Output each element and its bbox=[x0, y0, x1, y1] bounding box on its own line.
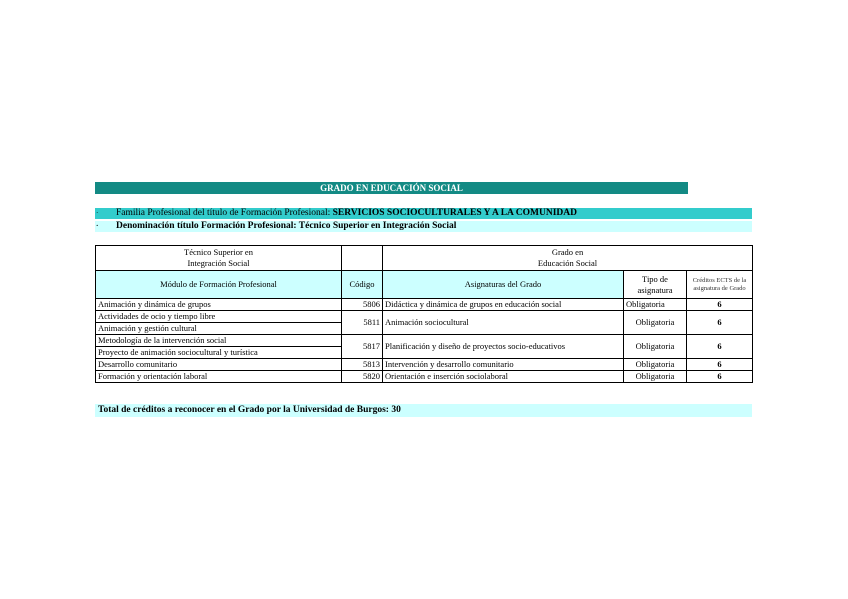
creditos-cell: 6 bbox=[687, 335, 753, 359]
total-creditos: Total de créditos a reconocer en el Grado por la Universidad de Burgos: 30 bbox=[95, 404, 752, 417]
titulo-label: Denominación título Formación Profesional: bbox=[116, 221, 299, 231]
codigo-cell: 5817 bbox=[342, 335, 383, 359]
modulo-cell: Proyecto de animación sociocultural y turística bbox=[96, 347, 342, 359]
modulo-cell: Formación y orientación laboral bbox=[96, 371, 342, 383]
empty-header-cell bbox=[342, 246, 383, 271]
table-group-header bbox=[96, 246, 753, 271]
codigo-cell: 5806 bbox=[342, 299, 383, 311]
codigo-cell: 5813 bbox=[342, 359, 383, 371]
asignatura-cell: Planificación y diseño de proyectos socio-educativos bbox=[383, 335, 624, 359]
table-row bbox=[96, 299, 753, 311]
titulo-fp-row bbox=[95, 221, 752, 232]
modulo-cell: Desarrollo comunitario bbox=[96, 359, 342, 371]
titulo-value: Técnico Superior en Integración Social bbox=[298, 221, 457, 231]
col-header-tipo-line1: Tipo de bbox=[642, 273, 668, 284]
tipo-cell: Obligatoria bbox=[624, 311, 687, 335]
familia-profesional-row bbox=[95, 208, 752, 219]
recognition-table bbox=[95, 245, 753, 383]
tipo-cell: Obligatoria bbox=[624, 371, 687, 383]
asignatura-cell: Orientación e inserción sociolaboral bbox=[383, 371, 624, 383]
creditos-cell: 6 bbox=[687, 359, 753, 371]
table-row bbox=[96, 311, 753, 323]
fp-group-header bbox=[96, 246, 342, 271]
creditos-cell: 6 bbox=[687, 299, 753, 311]
modulo-cell: Animación y dinámica de grupos bbox=[96, 299, 342, 311]
familia-label: Familia Profesional del título de Formación Profesional: bbox=[116, 208, 333, 218]
page-banner-title: GRADO EN EDUCACIÓN SOCIAL bbox=[95, 182, 688, 194]
creditos-cell: 6 bbox=[687, 311, 753, 335]
grado-group-header bbox=[383, 246, 753, 271]
col-header-creditos: Créditos ECTS de la asignatura de Grado bbox=[687, 271, 753, 299]
bullet-icon: · bbox=[96, 222, 99, 230]
tipo-cell: Obligatoria bbox=[624, 359, 687, 371]
tipo-cell: Obligatoria bbox=[624, 335, 687, 359]
table-row bbox=[96, 335, 753, 347]
asignatura-cell: Intervención y desarrollo comunitario bbox=[383, 359, 624, 371]
col-header-tipo bbox=[624, 271, 687, 299]
col-header-codigo: Código bbox=[342, 271, 383, 299]
table-column-header bbox=[96, 271, 753, 299]
modulo-cell: Metodología de la intervención social bbox=[96, 335, 342, 347]
creditos-cell: 6 bbox=[687, 371, 753, 383]
familia-value: SERVICIOS SOCIOCULTURALES Y A LA COMUNIDAD bbox=[332, 208, 577, 218]
codigo-cell: 5811 bbox=[342, 311, 383, 335]
col-header-tipo-line2: asignatura bbox=[637, 284, 673, 295]
col-header-modulo: Módulo de Formación Profesional bbox=[96, 271, 342, 299]
table-row bbox=[96, 371, 753, 383]
fp-group-line1: Técnico Superior en bbox=[184, 247, 253, 257]
grado-group-line1: Grado en bbox=[551, 247, 584, 257]
col-header-asignatura: Asignaturas del Grado bbox=[383, 271, 624, 299]
table-row bbox=[96, 359, 753, 371]
asignatura-cell: Animación sociocultural bbox=[383, 311, 624, 335]
grado-group-line2: Educación Social bbox=[537, 258, 598, 268]
modulo-cell: Actividades de ocio y tiempo libre bbox=[96, 311, 342, 323]
modulo-cell: Animación y gestión cultural bbox=[96, 323, 342, 335]
codigo-cell: 5820 bbox=[342, 371, 383, 383]
fp-group-line2: Integración Social bbox=[187, 258, 250, 268]
tipo-cell: Obligatoria bbox=[624, 299, 687, 311]
asignatura-cell: Didáctica y dinámica de grupos en educación social bbox=[383, 299, 624, 311]
bullet-icon: · bbox=[96, 209, 99, 217]
